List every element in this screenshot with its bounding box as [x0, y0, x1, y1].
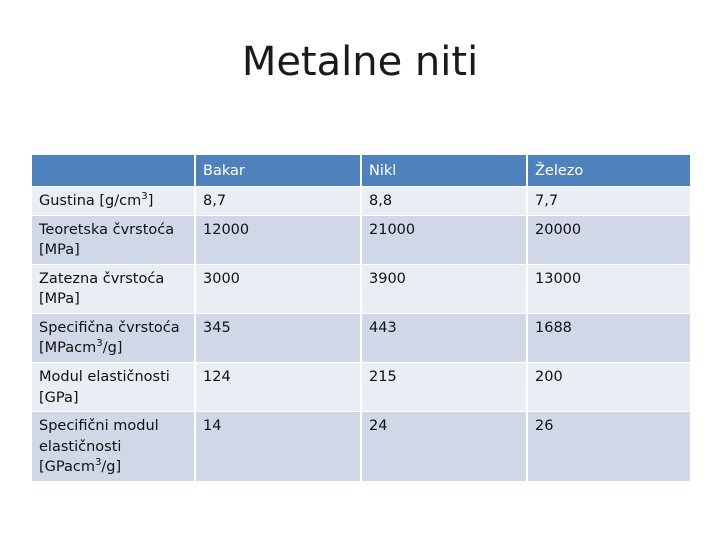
table-row: [31, 215, 691, 264]
table-cell: 13000: [527, 264, 691, 313]
table-cell: 21000: [361, 215, 527, 264]
table-cell: 3000: [195, 264, 361, 313]
header-cell-empty: [31, 155, 195, 187]
metal-fibers-table: [30, 154, 692, 482]
row-label: Teoretska čvrstoća [MPa]: [31, 215, 195, 264]
table-cell: 26: [527, 412, 691, 482]
table-cell: 215: [361, 363, 527, 412]
table-cell: 8,7: [195, 187, 361, 216]
table-cell: 1688: [527, 313, 691, 362]
header-cell-nikl: Nikl: [361, 155, 527, 187]
row-label: Gustina $[g/cm^3]$: [31, 187, 195, 216]
table-row: [31, 363, 691, 412]
table-cell: 3900: [361, 264, 527, 313]
table-cell: 124: [195, 363, 361, 412]
table-cell: 20000: [527, 215, 691, 264]
table-row: [31, 412, 691, 482]
table-cell: 14: [195, 412, 361, 482]
header-cell-zeljezo: Železo: [527, 155, 691, 187]
table-row: [31, 264, 691, 313]
table-cell: 7,7: [527, 187, 691, 216]
table-row: [31, 313, 691, 362]
table-header-row: [31, 155, 691, 187]
table-row: [31, 187, 691, 216]
table-cell: 200: [527, 363, 691, 412]
table-cell: 345: [195, 313, 361, 362]
header-cell-bakar: Bakar: [195, 155, 361, 187]
table-cell: 24: [361, 412, 527, 482]
row-label: Specifična čvrstoća [MPacm$^3$/g]: [31, 313, 195, 362]
row-label: Zatezna čvrstoća [MPa]: [31, 264, 195, 313]
row-label: Specifični modul elastičnosti [GPacm$^3$/g]: [31, 412, 195, 482]
table-cell: 8,8: [361, 187, 527, 216]
table-cell: 443: [361, 313, 527, 362]
slide-title: Metalne niti: [241, 39, 479, 85]
row-label: Modul elastičnosti [GPa]: [31, 363, 195, 412]
table-cell: 12000: [195, 215, 361, 264]
